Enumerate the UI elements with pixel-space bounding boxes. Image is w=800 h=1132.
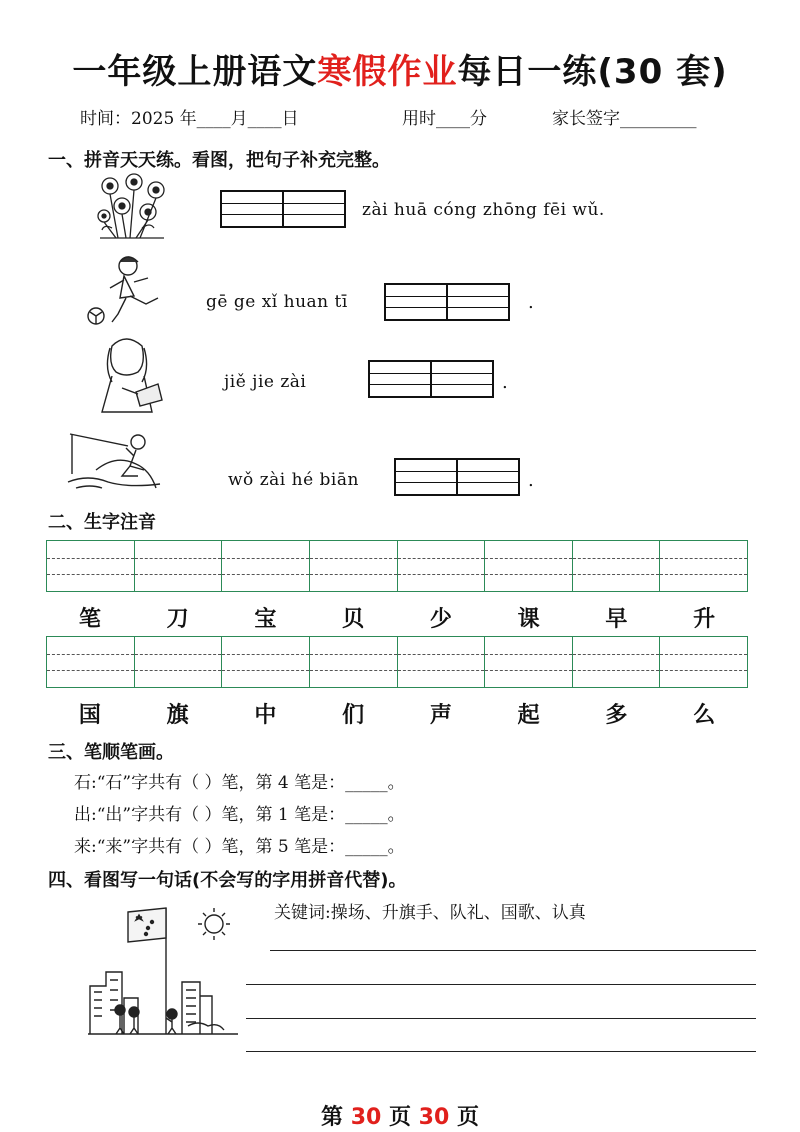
answer-line-3[interactable] <box>246 1018 756 1019</box>
char: 多 <box>605 703 628 728</box>
char: 中 <box>254 703 277 728</box>
sentence-end-2: . <box>528 292 534 313</box>
pinyin-sentence-3: jiě jie zài <box>224 372 307 392</box>
stroke-question-1: 石:“石”字共有（ ）笔，第 4 笔是：_____。 <box>74 773 405 793</box>
char: 升 <box>693 607 716 632</box>
char: 声 <box>429 703 452 728</box>
section4-heading: 四、看图写一句话(不会写的字用拼音代替)。 <box>48 870 407 891</box>
pinyin-sentence-2: gē ge xǐ huan tī <box>206 292 348 312</box>
answer-line-4[interactable] <box>246 1051 756 1052</box>
sentence-end-3: . <box>502 372 508 393</box>
char: 国 <box>78 703 101 728</box>
char: 旗 <box>166 703 189 728</box>
char: 宝 <box>254 607 277 632</box>
section1-heading: 一、拼音天天练。看图，把句子补充完整。 <box>48 150 390 171</box>
char: 刀 <box>166 607 189 632</box>
sentence-end-4: . <box>528 470 534 491</box>
answer-line-1[interactable] <box>270 950 756 951</box>
keywords: 关键词:操场、升旗手、队礼、国歌、认真 <box>274 903 586 923</box>
char: 起 <box>517 703 540 728</box>
page-title: 一年级上册语文寒假作业每日一练(30 套) <box>72 52 728 92</box>
char: 们 <box>342 703 365 728</box>
char: 贝 <box>342 607 365 632</box>
flag-raising-ceremony-image <box>88 902 248 1042</box>
stroke-question-2: 出:“出”字共有（ ）笔，第 1 笔是：_____。 <box>74 805 405 825</box>
writing-box-2[interactable] <box>384 283 510 321</box>
char: 么 <box>693 703 716 728</box>
answer-line-2[interactable] <box>246 984 756 985</box>
section3-heading: 三、笔顺笔画。 <box>48 742 174 763</box>
girl-reading-image <box>92 336 168 416</box>
boy-fishing-image <box>66 430 162 492</box>
section2-heading: 二、生字注音 <box>48 512 156 533</box>
char: 笔 <box>78 607 101 632</box>
stroke-question-3: 来:“来”字共有（ ）笔，第 5 笔是：_____。 <box>74 837 405 857</box>
parent-signature-field: 家长签字_________ <box>552 109 697 129</box>
time-used-field: 用时____分 <box>402 109 487 129</box>
writing-box-3[interactable] <box>368 360 494 398</box>
char: 早 <box>605 607 628 632</box>
pinyin-grid-row1[interactable] <box>46 540 748 592</box>
char: 课 <box>517 607 540 632</box>
pinyin-sentence-1: zài huā cóng zhōng fēi wǔ. <box>362 200 605 220</box>
flowers-bush-image <box>92 172 172 244</box>
pinyin-grid-row2[interactable] <box>46 636 748 688</box>
date-field: 时间：2025 年____月____日 <box>80 109 299 129</box>
characters-row1 <box>46 602 748 633</box>
characters-row2 <box>46 698 748 729</box>
page-number: 第 30 页 30 页 <box>321 1105 479 1130</box>
char: 少 <box>429 607 452 632</box>
pinyin-sentence-4: wǒ zài hé biān <box>228 470 359 490</box>
writing-box-1[interactable] <box>220 190 346 228</box>
writing-box-4[interactable] <box>394 458 520 496</box>
boy-kicking-ball-image <box>84 254 166 328</box>
